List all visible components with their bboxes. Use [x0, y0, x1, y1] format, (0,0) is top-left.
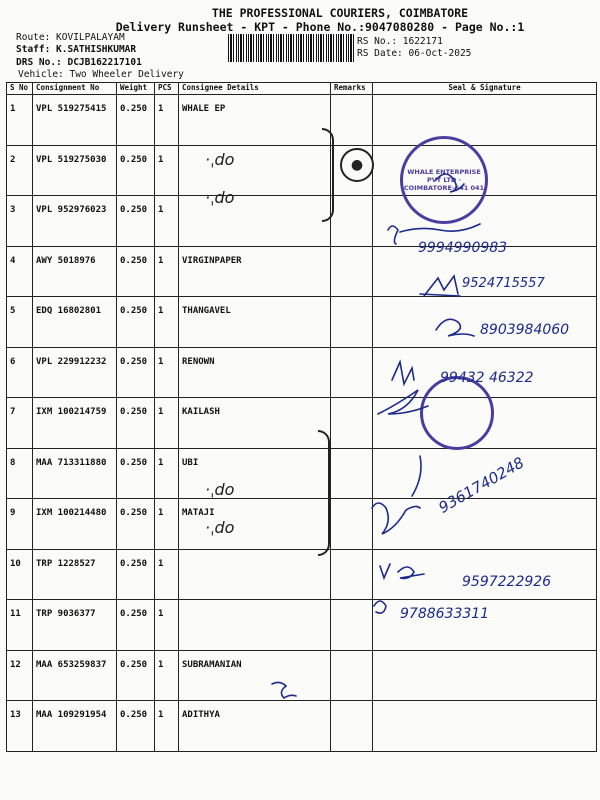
cell-consignment: VPL 229912232	[33, 347, 117, 398]
cell-sno: 12	[7, 650, 33, 701]
cell-consignee: KAILASH	[179, 398, 331, 449]
drs-label: DRS No.: DCJB162217101	[16, 57, 142, 68]
cell-consignment: VPL 519275030	[33, 145, 117, 196]
cell-pcs: 1	[155, 600, 179, 651]
col-weight: Weight	[117, 83, 155, 95]
signature-row-5	[420, 276, 460, 296]
cell-weight: 0.250	[117, 145, 155, 196]
cell-weight: 0.250	[117, 701, 155, 752]
cell-pcs: 1	[155, 549, 179, 600]
signature-row-13	[374, 601, 386, 613]
cell-sno: 5	[7, 297, 33, 348]
signature-row-10	[372, 456, 421, 534]
cell-consignee: THANGAVEL	[179, 297, 331, 348]
cell-weight: 0.250	[117, 499, 155, 550]
cell-weight: 0.250	[117, 246, 155, 297]
cell-consignee: UBI	[179, 448, 331, 499]
signature-row-4	[388, 224, 480, 244]
cell-consignment: MAA 713311880	[33, 448, 117, 499]
handwritten-phone: 99432 46322	[440, 370, 534, 386]
document-subtitle: Delivery Runsheet - KPT - Phone No.:9047080280 - Page No.:1	[115, 20, 525, 34]
cell-pcs: 1	[155, 499, 179, 550]
handwritten-phone: 9788633311	[400, 606, 490, 622]
cell-pcs: 1	[155, 347, 179, 398]
cell-weight: 0.250	[117, 196, 155, 247]
handwritten-phone: 9597222926	[462, 574, 552, 590]
cell-pcs: 1	[155, 95, 179, 146]
cell-weight: 0.250	[117, 347, 155, 398]
cell-weight: 0.250	[117, 297, 155, 348]
col-pcs: PCS	[155, 83, 179, 95]
circled-mark: ●	[340, 148, 374, 182]
cell-pcs: 1	[155, 650, 179, 701]
cell-consignee: SUBRAMANIAN	[179, 650, 331, 701]
ditto-mark: ·ˌdo	[205, 480, 235, 499]
staff-label: Staff: K.SATHISHKUMAR	[16, 44, 137, 55]
cell-pcs: 1	[155, 398, 179, 449]
document-title: THE PROFESSIONAL COURIERS, COIMBATORE	[211, 6, 469, 20]
cell-sno: 9	[7, 499, 33, 550]
cell-pcs: 1	[155, 196, 179, 247]
signature-row-12	[380, 564, 424, 578]
cell-consignment: IXM 100214759	[33, 398, 117, 449]
handwritten-phone: 9361740248	[435, 453, 528, 517]
cell-sno: 1	[7, 95, 33, 146]
cell-sno: 10	[7, 549, 33, 600]
handwritten-phone: 9994990983	[418, 240, 508, 256]
cell-weight: 0.250	[117, 448, 155, 499]
col-remarks: Remarks	[331, 83, 373, 95]
handwritten-phone: 8903984060	[480, 322, 570, 338]
cell-sno: 7	[7, 398, 33, 449]
rs-date: RS Date: 06-Oct-2025	[357, 48, 472, 59]
signature-row-8	[378, 390, 428, 414]
cell-consignment: VPL 519275415	[33, 95, 117, 146]
cell-weight: 0.250	[117, 95, 155, 146]
signature-row-1	[436, 174, 464, 192]
cell-consignee: VIRGINPAPER	[179, 246, 331, 297]
cell-pcs: 1	[155, 297, 179, 348]
cell-consignment: IXM 100214480	[33, 499, 117, 550]
cell-pcs: 1	[155, 145, 179, 196]
cell-weight: 0.250	[117, 398, 155, 449]
cell-consignment: EDQ 16802801	[33, 297, 117, 348]
ditto-mark: ·ˌdo	[205, 518, 235, 537]
cell-consignee: MATAJI	[179, 499, 331, 550]
cell-consignee: RENOWN	[179, 347, 331, 398]
footer-scribble	[272, 682, 296, 698]
cell-sno: 8	[7, 448, 33, 499]
col-consignment: Consignment No	[33, 83, 117, 95]
signature-row-6	[436, 319, 474, 336]
vehicle-label: Vehicle: Two Wheeler Delivery	[18, 69, 184, 80]
signature-row-7	[392, 362, 414, 384]
cell-sno: 11	[7, 600, 33, 651]
cell-pcs: 1	[155, 448, 179, 499]
cell-consignee: ADITHYA	[179, 701, 331, 752]
cell-pcs: 1	[155, 246, 179, 297]
cell-weight: 0.250	[117, 650, 155, 701]
route-label: Route: KOVILPALAYAM	[16, 32, 125, 43]
cell-sno: 6	[7, 347, 33, 398]
cell-consignment: VPL 952976023	[33, 196, 117, 247]
cell-weight: 0.250	[117, 549, 155, 600]
ditto-mark: ·ˌdo	[205, 188, 235, 207]
cell-sno: 4	[7, 246, 33, 297]
company-stamp: WHALE ENTERPRISE PVT LTD · COIMBATORE-641 041	[400, 136, 488, 224]
cell-consignee: WHALE EP	[179, 95, 331, 146]
cell-sno: 3	[7, 196, 33, 247]
cell-sno: 2	[7, 145, 33, 196]
cell-consignment: TRP 9036377	[33, 600, 117, 651]
col-seal-signature: Seal & Signature	[373, 83, 597, 95]
cell-weight: 0.250	[117, 600, 155, 651]
cell-consignment: MAA 653259837	[33, 650, 117, 701]
ditto-mark: ·ˌdo	[205, 150, 235, 169]
cell-consignment: MAA 109291954	[33, 701, 117, 752]
cell-sno: 13	[7, 701, 33, 752]
cell-consignment: TRP 1228527	[33, 549, 117, 600]
rs-number: RS No.: 1622171	[357, 36, 443, 47]
col-sno: S No	[7, 83, 33, 95]
cell-pcs: 1	[155, 701, 179, 752]
handwritten-phone: 9524715557	[462, 276, 545, 291]
col-consignee: Consignee Details	[179, 83, 331, 95]
cell-consignment: AWY 5018976	[33, 246, 117, 297]
